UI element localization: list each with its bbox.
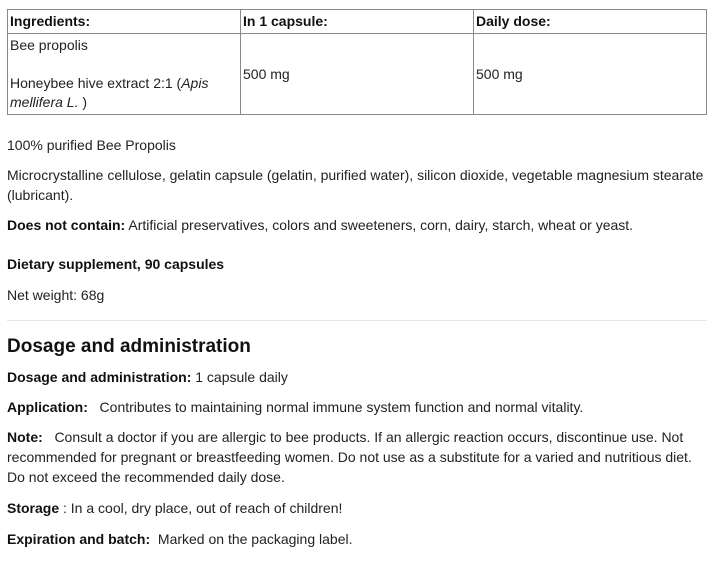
- daily-dose-value: 500 mg: [474, 34, 707, 115]
- header-ingredients: Ingredients:: [8, 10, 241, 34]
- table-row: [8, 34, 707, 115]
- storage-line: [7, 498, 707, 518]
- header-daily-dose: Daily dose:: [474, 10, 707, 34]
- does-not-contain-label: Does not contain:: [7, 217, 126, 233]
- section-divider: [7, 320, 707, 321]
- note-line: [7, 427, 707, 487]
- dosage-heading: Dosage and administration: [7, 336, 251, 357]
- dosage-line: [7, 367, 707, 387]
- latin-name: Apis mellifera L.: [10, 75, 209, 110]
- dosage-label: Dosage and administration:: [7, 369, 192, 385]
- per-capsule-value: 500 mg: [241, 34, 474, 115]
- purified-statement: 100% purified Bee Propolis: [7, 137, 176, 153]
- note-text: Consult a doctor if you are allergic to bee products. If an allergic reaction occurs, discontinue use. Not recommended for pregnant or breastfeeding women. Do not use as a substitute for a varied and nutritious diet. Do not exceed the recommended daily dose.: [7, 429, 696, 485]
- note-label: Note:: [7, 429, 43, 445]
- ingredient-cell: [8, 34, 241, 115]
- dosage-text: 1 capsule daily: [191, 369, 288, 385]
- application-text: Contributes to maintaining normal immune system function and normal vitality.: [87, 399, 584, 415]
- storage-text: : In a cool, dry place, out of reach of children!: [59, 500, 343, 516]
- application-line: [7, 397, 707, 417]
- ingredient-extract: Honeybee hive extract 2:1 (Apis mellifera L. ): [10, 75, 209, 110]
- header-per-capsule: In 1 capsule:: [241, 10, 474, 34]
- does-not-contain-text: Artificial preservatives, colors and sweeteners, corn, dairy, starch, wheat or yeast.: [125, 217, 634, 233]
- expiration-text: Marked on the packaging label.: [150, 531, 353, 547]
- application-label: Application:: [7, 399, 88, 415]
- storage-label: Storage: [7, 500, 60, 516]
- does-not-contain: [7, 215, 707, 235]
- ingredients-table: [7, 9, 707, 115]
- expiration-line: [7, 529, 707, 549]
- ingredients-table-header-row: [8, 10, 707, 34]
- excipients-text: Microcrystalline cellulose, gelatin capsule (gelatin, purified water), silicon dioxide, vegetable magnesium stearate (lubricant).: [7, 167, 704, 203]
- net-weight: Net weight: 68g: [7, 287, 105, 303]
- ingredient-name: Bee propolis: [10, 37, 88, 53]
- expiration-label: Expiration and batch:: [7, 531, 151, 547]
- product-info-page: [7, 9, 707, 549]
- supplement-count: Dietary supplement, 90 capsules: [7, 256, 225, 272]
